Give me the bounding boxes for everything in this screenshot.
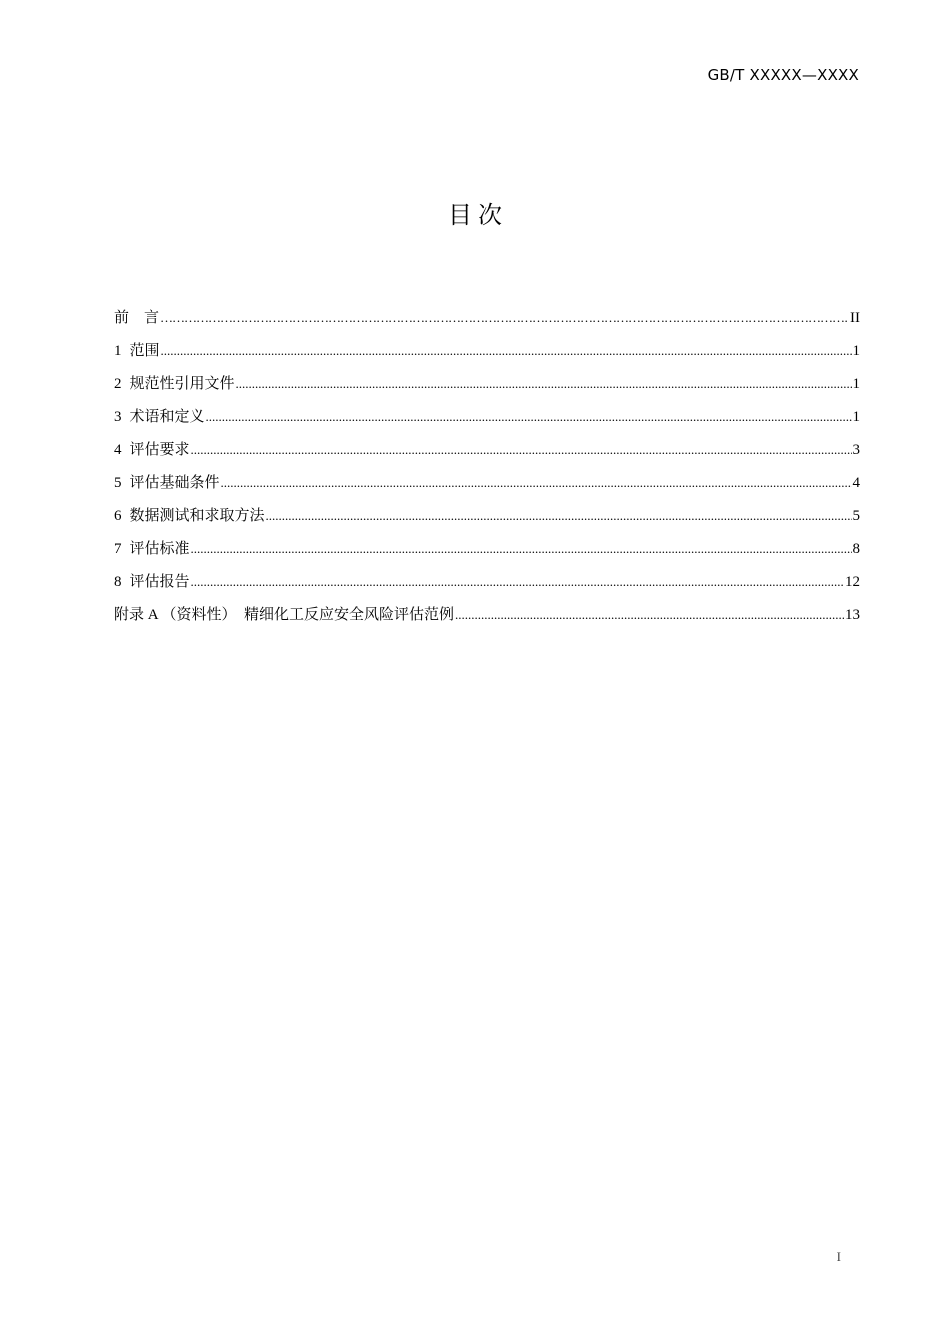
toc-entry-normative-references[interactable] — [114, 372, 860, 405]
toc-entry-page: 1 — [852, 409, 860, 425]
toc-entry-number: 6 — [114, 508, 122, 524]
toc-entry-assessment-requirements[interactable] — [114, 438, 860, 471]
toc-leader-dots — [266, 504, 852, 528]
table-of-contents — [114, 306, 860, 636]
toc-leader-dots — [161, 339, 852, 363]
toc-leader-dots — [191, 570, 844, 594]
toc-entry-label: 术语和定义 — [129, 409, 205, 425]
toc-leader-dots — [236, 372, 852, 396]
toc-entry-basic-conditions[interactable] — [114, 471, 860, 504]
page-number: I — [836, 1249, 841, 1264]
page-title: 目次 — [448, 201, 508, 229]
toc-entry-label: 数据测试和求取方法 — [129, 508, 265, 524]
toc-entry-label: 范围 — [129, 343, 160, 359]
toc-entry-assessment-criteria[interactable] — [114, 537, 860, 570]
toc-leader-dots — [206, 405, 852, 429]
toc-leader-dots — [191, 537, 852, 561]
toc-entry-page: 13 — [845, 607, 860, 623]
toc-entry-page: 5 — [852, 508, 860, 524]
toc-entry-terms-definitions[interactable] — [114, 405, 860, 438]
toc-entry-number: 5 — [114, 475, 122, 491]
toc-entry-assessment-report[interactable] — [114, 570, 860, 603]
toc-entry-number: 1 — [114, 343, 122, 359]
toc-entry-number: 4 — [114, 442, 122, 458]
toc-entry-foreword[interactable] — [114, 306, 860, 339]
toc-entry-data-testing-methods[interactable] — [114, 504, 860, 537]
toc-entry-number: 7 — [114, 541, 122, 557]
toc-leader-dots — [221, 471, 852, 495]
toc-entry-page: II — [850, 310, 860, 326]
toc-leader-dots — [191, 438, 852, 462]
toc-entry-number: 2 — [114, 376, 122, 392]
toc-leader-dots — [455, 603, 844, 627]
toc-entry-label: 附录 A （资料性） 精细化工反应安全风险评估范例 — [114, 607, 455, 623]
toc-entry-label: 前 言 — [114, 310, 160, 326]
toc-entry-appendix-a[interactable] — [114, 603, 860, 636]
toc-entry-label: 评估基础条件 — [129, 475, 220, 491]
toc-entry-label: 评估标准 — [129, 541, 190, 557]
toc-entry-scope[interactable] — [114, 339, 860, 372]
toc-entry-label: 规范性引用文件 — [129, 376, 235, 392]
standard-code: GB/T XXXXX—XXXX — [707, 66, 859, 84]
toc-entry-page: 1 — [852, 343, 860, 359]
toc-entry-number: 8 — [114, 574, 122, 590]
toc-entry-page: 1 — [852, 376, 860, 392]
toc-entry-page: 12 — [845, 574, 860, 590]
toc-entry-page: 4 — [852, 475, 860, 491]
toc-entry-page: 3 — [852, 442, 860, 458]
toc-entry-number: 3 — [114, 409, 122, 425]
toc-entry-label: 评估要求 — [129, 442, 190, 458]
toc-entry-page: 8 — [852, 541, 860, 557]
toc-entry-label: 评估报告 — [129, 574, 190, 590]
toc-leader-dots — [160, 306, 849, 330]
